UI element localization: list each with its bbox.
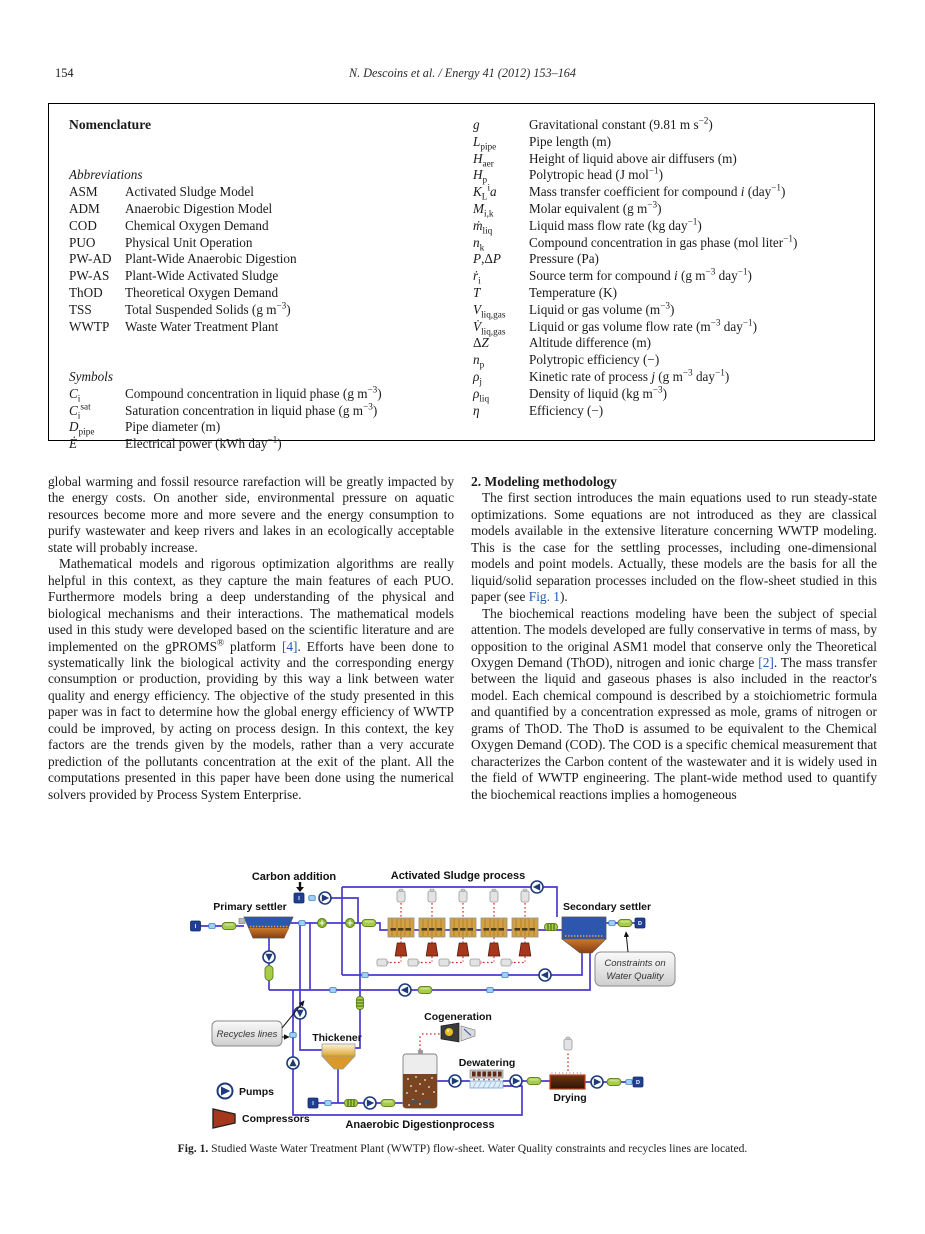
- nomenclature-term: $L_{pipe}$: [473, 133, 497, 152]
- nomenclature-title: Nomenclature: [69, 117, 152, 132]
- secondary-settler: [562, 917, 606, 953]
- nomenclature-definition: Liquid mass flow rate (kg day$^{-1}$): [529, 216, 702, 233]
- nomenclature-definition: Height of liquid above air diffusers (m): [529, 150, 737, 166]
- nomenclature-term: P,ΔP: [473, 251, 501, 267]
- nomenclature-term: $n_p$: [473, 352, 485, 370]
- nomenclature-row: [473, 285, 858, 302]
- body-text: [48, 474, 877, 803]
- cogeneration-label: Cogeneration: [424, 1011, 492, 1023]
- dewatering-unit: [470, 1070, 503, 1088]
- paragraph: global warming and fossil resource rarefaction will be greatly impacted by the energy costs. On another side, environmental pressure on aquatic resources become more and more severe and the energy consumption to purify wastewater and keep rivers and lakes in an ecologically acceptable state will probably increase.: [48, 474, 454, 555]
- nomenclature-term: PW-AD: [69, 251, 112, 267]
- symbols-right-list: [473, 117, 858, 419]
- figure-legend: [213, 1084, 310, 1129]
- nomenclature-row: [69, 184, 473, 201]
- constraints-label-2: Water Quality: [606, 971, 664, 982]
- nomenclature-row: [69, 436, 473, 453]
- thickener-label: Thickener: [312, 1032, 362, 1044]
- nomenclature-row: [69, 319, 473, 336]
- nomenclature-term: Ė: [69, 436, 78, 452]
- nomenclature-row: [473, 201, 858, 218]
- constraints-label-1: Constraints on: [604, 958, 666, 969]
- nomenclature-definition: Total Suspended Solids (g $m^{-3}$): [125, 300, 291, 317]
- anaerobic-digester: [403, 1034, 440, 1108]
- nomenclature-term: PUO: [69, 234, 96, 250]
- figure-1-flowsheet: [185, 860, 745, 1140]
- thickener: [322, 1044, 355, 1069]
- constraints-callout: [595, 932, 675, 986]
- nomenclature-row: [69, 285, 473, 302]
- nomenclature-definition: Temperature (K): [529, 284, 618, 300]
- nomenclature-definition: Theoretical Oxygen Demand: [125, 284, 279, 300]
- nomenclature-row: [473, 386, 858, 403]
- paragraph: The biochemical reactions modeling have been the subject of special attention. The models developed are fully conservative in terms of mass, by opposition to the original ASM1 model that conserve only the Theoretical Oxygen Demand (ThOD), nitrogen and ionic charge [2]. The mass transfer between the liquid and gaseous phases is also included in the reactor's model. Each chemical compound is described by a stoichiometric formula and quantified by a concentration expressed as mole, grams of nitrogen or grams of ThOD. The ThoD is assumed to be equivalent to the Chemical Oxygen Demand (COD). The COD is a specific chemical measurement that characterizes the Carbon content of the wastewater and it is widely used in the field of WWTP engineering. The plant-wide method used to quantify the biochemical reactions implies a homogeneous: [471, 605, 877, 802]
- nomenclature-definition: Anaerobic Digestion Model: [125, 200, 273, 216]
- nomenclature-definition: Pipe diameter (m): [125, 419, 221, 435]
- nomenclature-definition: Pipe length (m): [529, 133, 612, 149]
- compressor-icon: [213, 1109, 235, 1128]
- drying-unit: [550, 1037, 585, 1089]
- primary-settler: [239, 917, 293, 938]
- nomenclature-term: $H_p$: [473, 167, 488, 186]
- nomenclature-definition: Electrical power (kWh day$^{-1}$): [125, 434, 282, 452]
- nomenclature-row: [473, 352, 858, 369]
- secondary-settler-label: Secondary settler: [562, 901, 652, 913]
- anaerobic-label: Anaerobic Digestionprocess: [345, 1119, 495, 1131]
- nomenclature-definition: Liquid or gas volume $(m^{-3})$: [529, 300, 675, 317]
- legend-pumps-label: Pumps: [239, 1086, 275, 1098]
- nomenclature-row: [69, 386, 473, 403]
- paragraph: Mathematical models and rigorous optimization algorithms are really helpful in this context, as they capture the main features of each PUO. Furthermore models bring a deep understanding of the physical and biological mechanisms and their interactions. The mathematical models used in this study were developed based on the scientific literature and are implemented on the gPROMS® platform [4]. Efforts have been done to systematically link the biological activity and the corresponding energy consumption or production, providing by this way a link between water quality and energy efficiency. The objective of the study presented in this paper was in fact to determine how the global energy efficiency of WWTP could be improved, by acting on process design. In this context, the key factors are the trends given by the models, rather than a very accurate prediction of the pollutants concentration at the exit of the plant. All the computations presented in this paper have been done using the numerical solvers provided by Process System Enterprise.: [48, 556, 454, 802]
- nomenclature-term: $H_{aer}$: [473, 150, 494, 169]
- solids-port-label: D: [636, 1080, 640, 1086]
- nomenclature-definition: Physical Unit Operation: [125, 234, 253, 250]
- nomenclature-term: ṁ$_{liq}$: [473, 217, 493, 236]
- nomenclature-term: $K_L^ia$: [473, 182, 497, 202]
- carbon-port-label: I: [298, 896, 300, 902]
- nomenclature-term: WWTP: [69, 318, 110, 334]
- dewatering-label: Dewatering: [458, 1057, 516, 1069]
- nomenclature-definition: Activated Sludge Model: [125, 184, 254, 200]
- nomenclature-term: $\rho_{liq}$: [473, 385, 490, 404]
- nomenclature-definition: Compound concentration in liquid phase (g $m^{-3}$): [125, 384, 382, 401]
- pump-icon: [218, 1084, 233, 1099]
- nomenclature-row: [69, 419, 473, 436]
- nomenclature-term: ΔZ: [473, 335, 489, 351]
- nomenclature-definition: Source term for compound i (g $m^{-3}$ day$^{-1}$): [529, 266, 752, 284]
- inlet-port-label: I: [194, 924, 197, 930]
- nomenclature-left-column: [69, 117, 473, 453]
- nomenclature-row: [69, 302, 473, 319]
- nomenclature-row: [473, 302, 858, 319]
- figure-caption-text: Studied Waste Water Treatment Plant (WWTP) flow-sheet. Water Quality constraints and recycles lines are located.: [208, 1142, 748, 1155]
- nomenclature-row: [69, 251, 473, 268]
- nomenclature-definition: Plant-Wide Activated Sludge: [125, 268, 279, 284]
- page-header: [48, 66, 877, 82]
- left-text-column: [48, 474, 454, 803]
- nomenclature-term: g: [473, 117, 480, 132]
- nomenclature-row: [473, 403, 858, 420]
- nomenclature-definition: Polytropic efficiency (−): [529, 352, 660, 368]
- nomenclature-definition: Kinetic rate of process j (g $m^{-3}$ day$^{-1}$): [529, 367, 730, 384]
- abbreviations-list: [69, 184, 473, 335]
- nomenclature-definition: Polytropic head (J mol$^{-1}$): [529, 166, 664, 183]
- primary-settler-label: Primary settler: [213, 901, 287, 913]
- nomenclature-definition: Efficiency (−): [529, 402, 604, 418]
- nomenclature-definition: Compound concentration in gas phase (mol liter$^{-1}$): [529, 233, 798, 250]
- digester-port-label: I: [312, 1101, 314, 1107]
- effluent-port-label: D: [638, 921, 642, 927]
- nomenclature-definition: Gravitational constant (9.81 m $s^{-2}$): [529, 115, 713, 132]
- drying-label: Drying: [553, 1092, 587, 1104]
- nomenclature-row: [473, 319, 858, 336]
- nomenclature-row: [473, 151, 858, 168]
- nomenclature-term: $n_k$: [473, 234, 485, 253]
- nomenclature-row: [473, 134, 858, 151]
- nomenclature-row: [473, 235, 858, 252]
- symbols-left-list: [69, 386, 473, 453]
- activated-sludge-label: Activated Sludge process: [390, 870, 526, 882]
- nomenclature-row: [69, 268, 473, 285]
- nomenclature-definition: Plant-Wide Anaerobic Digestion: [125, 251, 297, 267]
- nomenclature-definition: Density of liquid (kg $m^{-3}$): [529, 384, 668, 401]
- nomenclature-term: PW-AS: [69, 268, 110, 284]
- cogeneration-unit: [441, 1023, 475, 1042]
- citation-4[interactable]: [4]: [281, 638, 298, 654]
- recycles-callout: [212, 1001, 304, 1046]
- figure-caption-number: Fig. 1.: [177, 1142, 209, 1155]
- nomenclature-term: ṙ$_i$: [473, 268, 481, 286]
- nomenclature-definition: Saturation concentration in liquid phase (g $m^{-3}$): [125, 401, 378, 418]
- nomenclature-row: [473, 184, 858, 201]
- nomenclature-term: TSS: [69, 301, 92, 317]
- nomenclature-box: [48, 103, 875, 452]
- nomenclature-row: [473, 218, 858, 235]
- nomenclature-row: [473, 369, 858, 386]
- nomenclature-term: $\rho_j$: [473, 368, 482, 387]
- abbreviations-heading: Abbreviations: [69, 167, 143, 183]
- nomenclature-definition: Mass transfer coefficient for compound i (day$^{-1}$): [529, 182, 786, 200]
- running-title: N. Descoins et al. / Energy 41 (2012) 153–164: [348, 66, 576, 80]
- nomenclature-definition: Chemical Oxygen Demand: [125, 217, 269, 233]
- nomenclature-row: [69, 218, 473, 235]
- nomenclature-term: T: [473, 284, 481, 300]
- nomenclature-right-column: [473, 117, 858, 453]
- nomenclature-term: η: [473, 402, 480, 418]
- nomenclature-term: $C_i$: [69, 385, 81, 404]
- section-heading: 2. Modeling methodology: [471, 474, 617, 489]
- carbon-addition-label: Carbon addition: [251, 871, 337, 883]
- nomenclature-definition: Waste Water Treatment Plant: [125, 318, 279, 334]
- nomenclature-row: [473, 117, 858, 134]
- nomenclature-row: [69, 403, 473, 420]
- nomenclature-term: $D_{pipe}$: [69, 419, 95, 437]
- nomenclature-definition: Liquid or gas volume flow rate ($m^{-3}$ day$^{-1}$): [529, 317, 758, 334]
- page-number: 154: [55, 66, 74, 80]
- right-text-column: [471, 474, 877, 803]
- nomenclature-term: COD: [69, 217, 97, 233]
- nomenclature-term: ASM: [69, 184, 98, 200]
- citation-2[interactable]: [2]: [758, 654, 774, 670]
- nomenclature-term: ThOD: [69, 284, 103, 300]
- nomenclature-row: [473, 268, 858, 285]
- nomenclature-row: [473, 251, 858, 268]
- nomenclature-row: [69, 235, 473, 252]
- symbols-heading: Symbols: [69, 368, 113, 384]
- aeration-tanks: [377, 889, 538, 966]
- nomenclature-definition: Pressure (Pa): [529, 251, 599, 267]
- nomenclature-term: $V_{liq,gas}$: [473, 301, 506, 320]
- recycles-label: Recycles lines: [216, 1029, 278, 1040]
- figure-caption: [48, 1142, 877, 1155]
- carbon-addition-arrow: [296, 882, 304, 892]
- paragraph: The first section introduces the main equations used to run steady-state optimizations. Some equations are not introduced as they are classical models available in the extensive literature concerning WWTP modeling. This is the case for the settling processes, including one-dimensional models and point models. Actually, these models are the basis for all the liquid/solid separation processes included on the flow-sheet studied in this paper (see Fig. 1).: [471, 490, 877, 605]
- nomenclature-row: [473, 335, 858, 352]
- nomenclature-term: ADM: [69, 200, 100, 216]
- nomenclature-definition: Molar equivalent (g $m^{-3}$): [529, 199, 662, 216]
- nomenclature-row: [69, 201, 473, 218]
- nomenclature-term: $C_i^{sat}$: [69, 401, 91, 421]
- nomenclature-term: $M_{i,k}$: [473, 200, 494, 219]
- nomenclature-row: [473, 167, 858, 184]
- nomenclature-definition: Altitude difference (m): [529, 335, 652, 351]
- nomenclature-term: $V̇_{liq,gas}$: [473, 318, 506, 337]
- legend-compressors-label: Compressors: [242, 1113, 310, 1125]
- figure-1-link[interactable]: Fig. 1: [528, 589, 560, 605]
